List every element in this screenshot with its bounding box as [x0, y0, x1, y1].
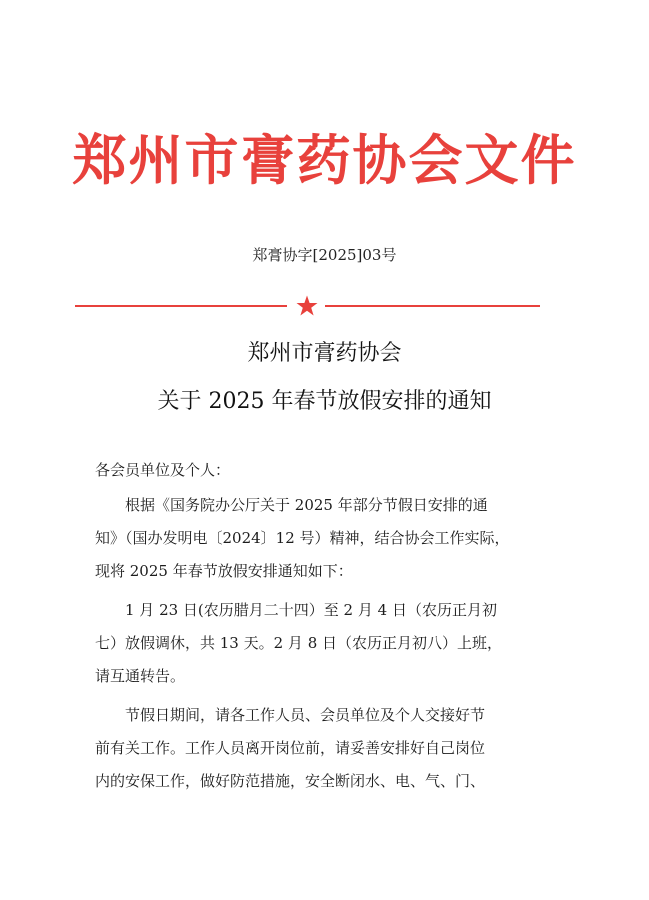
- paragraph-line: 现将 2025 年春节放假安排通知如下：: [95, 562, 353, 580]
- paragraph-2: [95, 594, 565, 693]
- paragraph-line: 知》（国办发明电〔2024〕12 号）精神，结合协会工作实际，: [95, 529, 510, 547]
- paragraph-3: [95, 699, 565, 798]
- divider-rule-left: [75, 305, 287, 307]
- paragraph-1: [95, 489, 565, 588]
- notice-title-line-2: 关于 2025 年春节放假安排的通知: [157, 389, 492, 414]
- paragraph-line: 请互通转告。: [95, 667, 186, 685]
- notice-title-line-1: 郑州市膏药协会: [247, 341, 402, 366]
- divider-rule-right: [325, 305, 540, 307]
- notice-body: [95, 456, 565, 798]
- paragraph-line: 节假日期间，请各工作人员、会员单位及个人交接好节: [125, 706, 486, 724]
- paragraph-line: 七）放假调休，共 13 天。2 月 8 日（农历正月初八）上班，: [95, 634, 503, 652]
- salutation: 各会员单位及个人：: [95, 461, 231, 479]
- paragraph-line: 前有关工作。工作人员离开岗位前，请妥善安排好自己岗位: [95, 739, 486, 757]
- notice-title: [0, 334, 649, 430]
- star-icon: [295, 294, 319, 318]
- document-number: 郑膏协字[2025]03号: [252, 246, 397, 264]
- paragraph-line: 1 月 23 日(农历腊月二十四）至 2 月 4 日（农历正月初: [125, 601, 497, 619]
- org-file-header: 郑州市膏药协会文件: [72, 128, 577, 192]
- paragraph-line: 根据《国务院办公厅关于 2025 年部分节假日安排的通: [125, 496, 488, 514]
- red-divider: [75, 294, 540, 318]
- paragraph-line: 内的安保工作，做好防范措施，安全断闭水、电、气、门、: [95, 772, 486, 790]
